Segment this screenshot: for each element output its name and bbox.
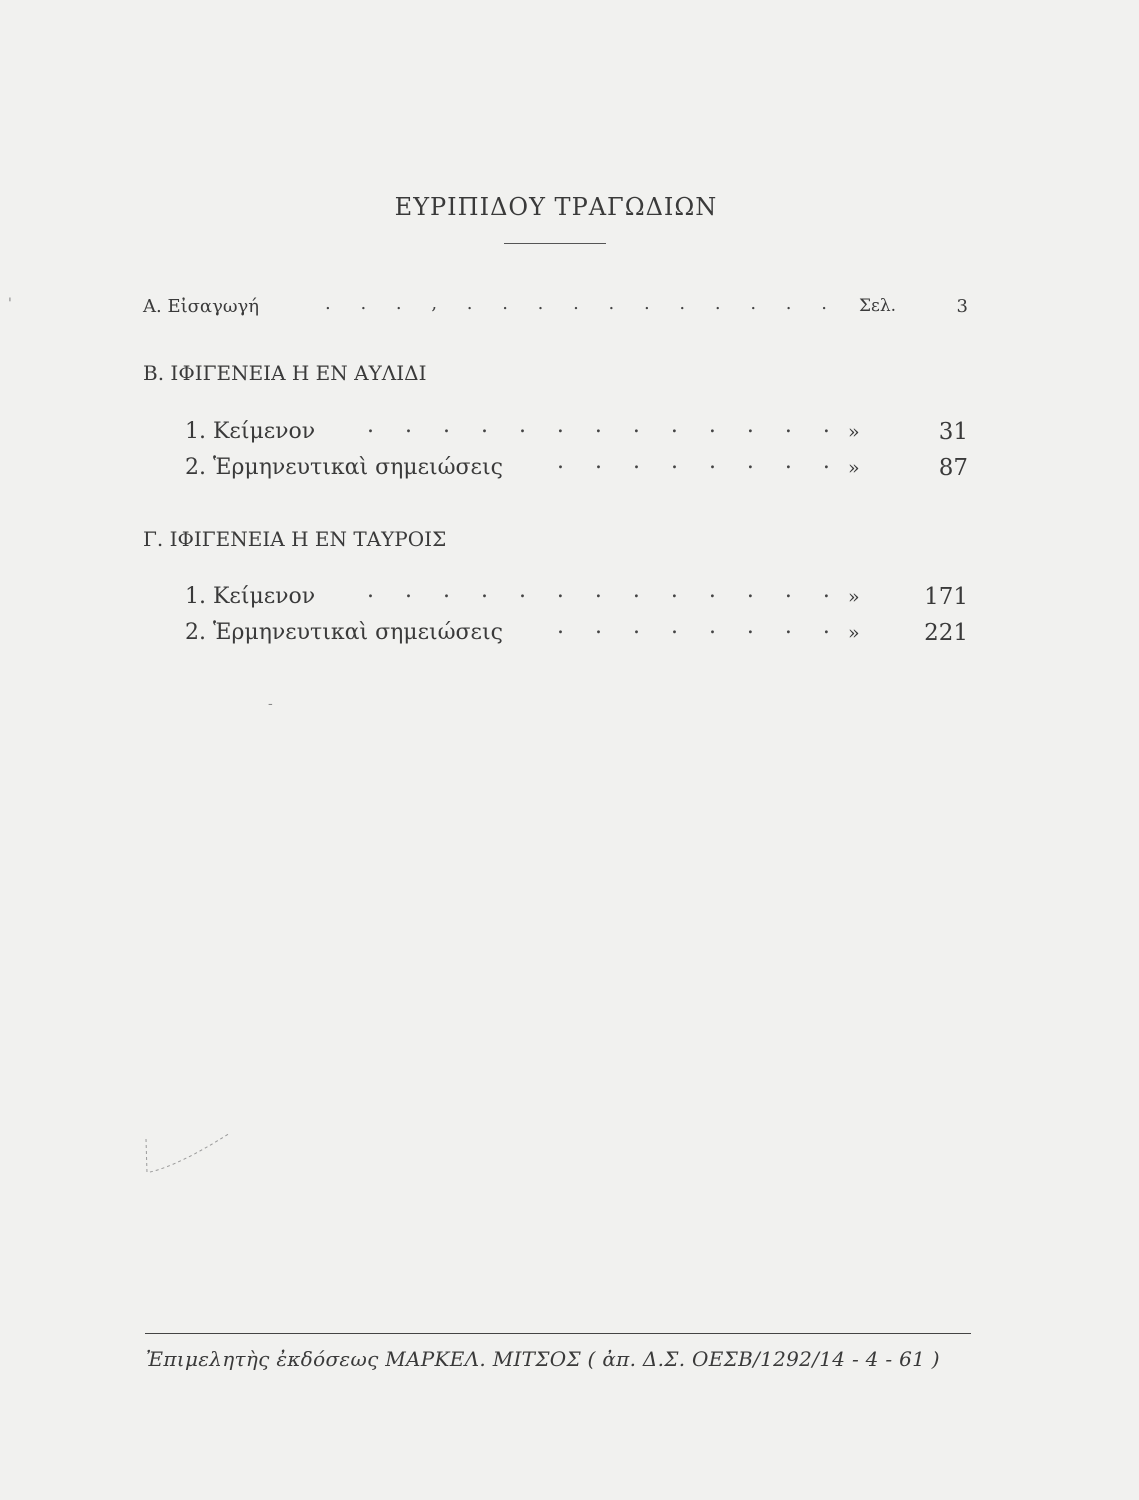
scan-speck: ' xyxy=(8,296,12,312)
toc-leader-dots: . . . . . . . . . . . . . xyxy=(367,578,842,603)
pencil-scribble xyxy=(140,1125,240,1180)
page-title: ΕΥΡΙΠΙΔΟΥ ΤΡΑΓΩΔΙΩΝ xyxy=(394,193,718,221)
toc-page-ref: » xyxy=(848,457,860,479)
toc-entry-aulis-text xyxy=(185,413,968,451)
toc-entry-tauris-text xyxy=(185,578,968,616)
toc-entry-aulis-notes xyxy=(185,449,968,487)
toc-entry-label: 1. Κείμενον xyxy=(185,584,316,609)
toc-page-ref: » xyxy=(848,622,860,644)
toc-leader-dots: . . . . . . . . xyxy=(557,449,842,474)
toc-entry-label: 2. Ἑρμηνευτικαὶ σημειώσεις xyxy=(185,620,503,645)
toc-page-number: 171 xyxy=(924,584,968,610)
toc-entry-label: Α. Εἰσαγωγή xyxy=(143,296,260,317)
toc-page-number: 221 xyxy=(924,620,968,646)
title-divider xyxy=(504,243,606,244)
toc-entry-label: 2. Ἑρμηνευτικαὶ σημειώσεις xyxy=(185,455,503,480)
toc-leader-dots: . . . . . . . . xyxy=(557,614,842,639)
toc-page-ref: » xyxy=(848,421,860,443)
publisher-credit: Ἐπιμελητὴς ἐκδόσεως ΜΑΡΚΕΛ. ΜΙΤΣΟΣ ( ἀπ. Δ.Σ. ΟΕΣΒ/1292/14 - 4 - 61 ) xyxy=(146,1347,940,1371)
scan-speck: - xyxy=(268,696,273,712)
toc-section-heading-tauris: Γ. ΙΦΙΓΕΝΕΙΑ Η ΕΝ ΤΑΥΡΟΙΣ xyxy=(143,527,447,551)
toc-page-ref: Σελ. xyxy=(859,296,897,316)
toc-section-heading-aulis: Β. ΙΦΙΓΕΝΕΙΑ Η ΕΝ ΑΥΛΙΔΙ xyxy=(143,361,427,385)
toc-entry-introduction xyxy=(143,293,968,328)
toc-page-number: 31 xyxy=(938,419,968,445)
toc-page-number: 87 xyxy=(938,455,968,481)
toc-entry-label: 1. Κείμενον xyxy=(185,419,316,444)
footer-divider xyxy=(145,1333,971,1334)
toc-page-number: 3 xyxy=(956,296,968,317)
toc-leader-dots: . . . . . . . . . . . . . xyxy=(367,413,842,438)
toc-page-ref: » xyxy=(848,586,860,608)
toc-leader-dots: . . . , . . . . . . . . . . . xyxy=(325,293,839,314)
toc-entry-tauris-notes xyxy=(185,614,968,652)
